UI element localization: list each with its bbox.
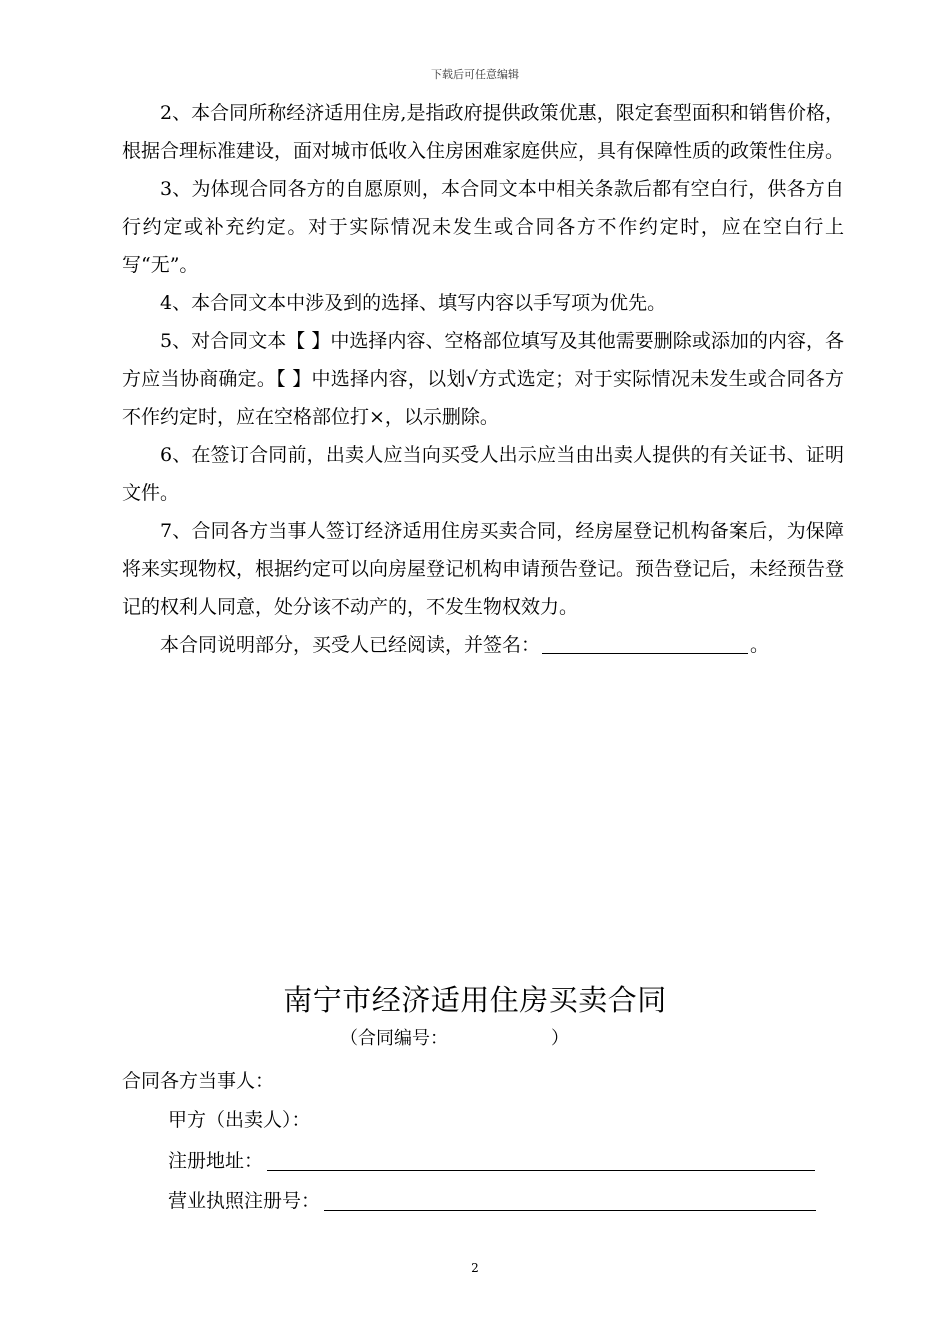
- contract-title: 南宁市经济适用住房买卖合同: [283, 983, 667, 1017]
- paragraph-clause-4: 4、本合同文本中涉及到的选择、填写内容以手写项为优先。: [160, 292, 667, 314]
- contract-number: （合同编号： ）: [340, 1028, 569, 1049]
- business-license-label: 营业执照注册号：: [168, 1190, 321, 1212]
- party-a-row: [168, 1105, 311, 1132]
- page-number: 2: [471, 1261, 479, 1275]
- signature-blank[interactable]: [542, 633, 748, 654]
- registered-address-row: [168, 1146, 815, 1173]
- paragraph-clause-2: 2、本合同所称经济适用住房,是指政府提供政策优惠，限定套型面积和销售价格，根据合理标准建设，面对城市低收入住房困难家庭供应，具有保障性质的政策性住房。: [122, 102, 845, 162]
- paragraph-clause-6: 6、在签订合同前，出卖人应当向买受人出示应当由出卖人提供的有关证书、证明文件。: [122, 444, 844, 504]
- business-license-row: [168, 1186, 816, 1213]
- registered-address-field[interactable]: [267, 1150, 815, 1171]
- paragraph-clause-7: 7、合同各方当事人签订经济适用住房买卖合同，经房屋登记机构备案后，为保障将来实现物权，根据约定可以向房屋登记机构申请预告登记。预告登记后，未经预告登记的权利人同意，处分该不动产的，不发生物权效力。: [122, 520, 845, 618]
- instructions-body: [122, 94, 844, 664]
- signature-statement: 本合同说明部分，买受人已经阅读，并签名：: [160, 634, 541, 656]
- party-a-label: 甲方（出卖人）：: [168, 1109, 311, 1131]
- signature-suffix: 。: [750, 634, 770, 656]
- registered-address-label: 注册地址：: [168, 1150, 264, 1172]
- business-license-field[interactable]: [324, 1190, 816, 1211]
- header-note: 下载后可任意编辑: [431, 68, 519, 81]
- paragraph-clause-3: 3、为体现合同各方的自愿原则，本合同文本中相关条款后都有空白行，供各方自行约定或补充约定。对于实际情况未发生或合同各方不作约定时，应在空白行上写“无”。: [122, 178, 844, 276]
- parties-label: 合同各方当事人：: [122, 1070, 275, 1092]
- paragraph-clause-5: 5、对合同文本【 】中选择内容、空格部位填写及其他需要删除或添加的内容，各方应当协商确定。【 】中选择内容，以划√方式选定；对于实际情况未发生或合同各方不作约定时，应在空格部位打×，以示删除。: [122, 330, 844, 428]
- buyer-signature-line: [122, 626, 844, 664]
